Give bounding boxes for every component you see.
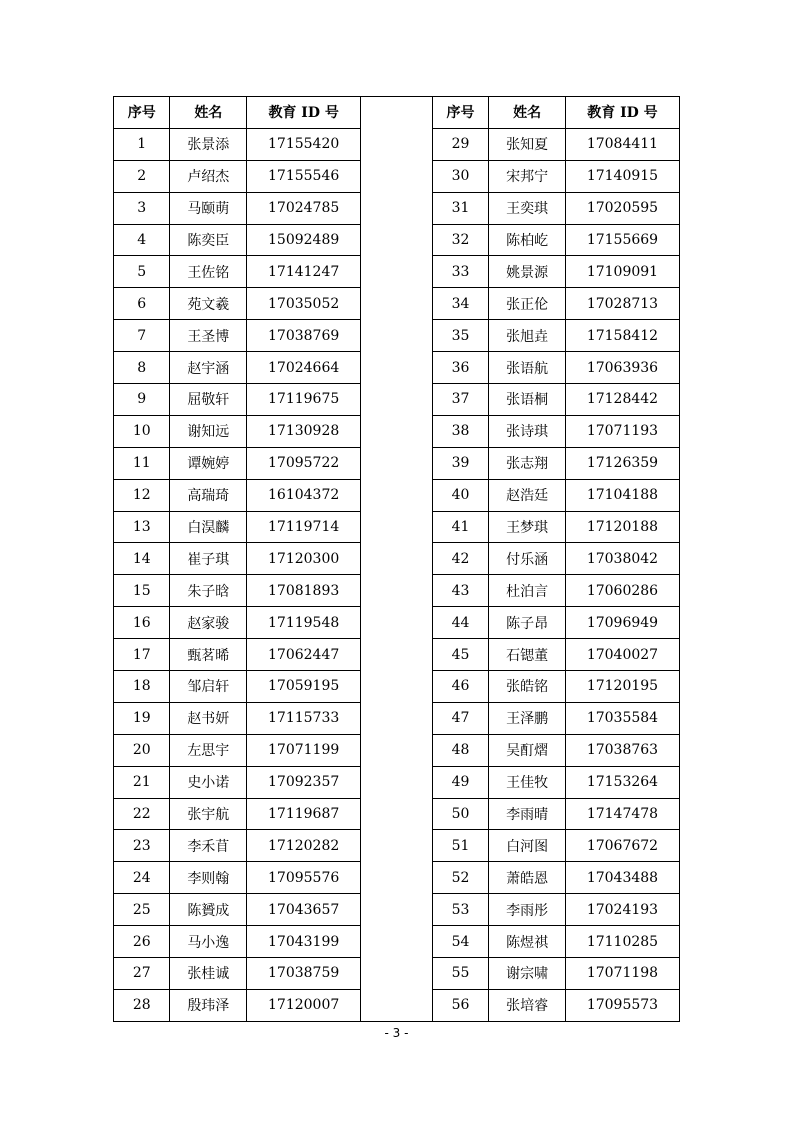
cell-index: 33	[432, 256, 488, 288]
cell-edu-id: 17038769	[247, 320, 361, 352]
cell-edu-id: 17119714	[247, 511, 361, 543]
cell-edu-id: 17104188	[565, 479, 679, 511]
table-row	[114, 798, 680, 830]
gap-cell	[361, 384, 433, 416]
cell-name: 李雨彤	[489, 894, 566, 926]
cell-index: 9	[114, 384, 170, 416]
cell-index: 42	[432, 543, 488, 575]
header-index: 序号	[114, 97, 170, 129]
gap-cell	[361, 989, 433, 1021]
table-row	[114, 479, 680, 511]
cell-name: 高瑞琦	[170, 479, 247, 511]
cell-index: 46	[432, 671, 488, 703]
gap-cell	[361, 639, 433, 671]
page-number: - 3 -	[384, 1026, 409, 1040]
cell-index: 29	[432, 128, 488, 160]
cell-name: 屈敬轩	[170, 384, 247, 416]
cell-name: 苑文羲	[170, 288, 247, 320]
cell-name: 白淏麟	[170, 511, 247, 543]
gap-cell	[361, 958, 433, 990]
gap-cell	[361, 192, 433, 224]
cell-edu-id: 17096949	[565, 607, 679, 639]
cell-edu-id: 17095722	[247, 447, 361, 479]
cell-edu-id: 17119687	[247, 798, 361, 830]
cell-name: 李则翰	[170, 862, 247, 894]
cell-name: 张桂诚	[170, 958, 247, 990]
cell-index: 13	[114, 511, 170, 543]
cell-edu-id: 17115733	[247, 702, 361, 734]
cell-name: 赵宇涵	[170, 352, 247, 384]
gap-cell	[361, 734, 433, 766]
table-row	[114, 288, 680, 320]
cell-name: 谭婉婷	[170, 447, 247, 479]
cell-edu-id: 15092489	[247, 224, 361, 256]
cell-index: 14	[114, 543, 170, 575]
cell-index: 5	[114, 256, 170, 288]
header-edu-id: 教育 ID 号	[565, 97, 679, 129]
table-row	[114, 384, 680, 416]
header-index: 序号	[432, 97, 488, 129]
cell-edu-id: 17095576	[247, 862, 361, 894]
gap-cell	[361, 224, 433, 256]
cell-index: 27	[114, 958, 170, 990]
cell-name: 白河图	[489, 830, 566, 862]
table-row	[114, 926, 680, 958]
cell-edu-id: 17155669	[565, 224, 679, 256]
cell-edu-id: 16104372	[247, 479, 361, 511]
cell-edu-id: 17120195	[565, 671, 679, 703]
gap-cell	[361, 607, 433, 639]
cell-name: 陈煜祺	[489, 926, 566, 958]
cell-name: 马颐萌	[170, 192, 247, 224]
table-row	[114, 128, 680, 160]
cell-edu-id: 17038759	[247, 958, 361, 990]
cell-index: 26	[114, 926, 170, 958]
gap-cell	[361, 575, 433, 607]
cell-name: 张培睿	[489, 989, 566, 1021]
cell-name: 张旭垚	[489, 320, 566, 352]
cell-name: 左思宇	[170, 734, 247, 766]
cell-name: 马小逸	[170, 926, 247, 958]
gap-cell	[361, 830, 433, 862]
roster-body	[114, 128, 680, 1021]
cell-name: 张景添	[170, 128, 247, 160]
cell-edu-id: 17130928	[247, 415, 361, 447]
cell-edu-id: 17043488	[565, 862, 679, 894]
cell-edu-id: 17024193	[565, 894, 679, 926]
cell-name: 付乐涵	[489, 543, 566, 575]
cell-name: 史小诺	[170, 766, 247, 798]
cell-index: 37	[432, 384, 488, 416]
cell-edu-id: 17043657	[247, 894, 361, 926]
cell-index: 34	[432, 288, 488, 320]
cell-edu-id: 17158412	[565, 320, 679, 352]
cell-edu-id: 17028713	[565, 288, 679, 320]
table-row	[114, 989, 680, 1021]
cell-name: 萧皓恩	[489, 862, 566, 894]
cell-index: 48	[432, 734, 488, 766]
cell-name: 张志翔	[489, 447, 566, 479]
gap-cell	[361, 543, 433, 575]
cell-name: 张语桐	[489, 384, 566, 416]
cell-index: 49	[432, 766, 488, 798]
cell-name: 张正伦	[489, 288, 566, 320]
cell-edu-id: 17071193	[565, 415, 679, 447]
cell-edu-id: 17063936	[565, 352, 679, 384]
cell-index: 36	[432, 352, 488, 384]
cell-name: 张宇航	[170, 798, 247, 830]
cell-edu-id: 17071198	[565, 958, 679, 990]
cell-index: 7	[114, 320, 170, 352]
table-row	[114, 352, 680, 384]
cell-index: 6	[114, 288, 170, 320]
cell-edu-id: 17141247	[247, 256, 361, 288]
gap-cell	[361, 352, 433, 384]
cell-edu-id: 17060286	[565, 575, 679, 607]
cell-name: 陈奕臣	[170, 224, 247, 256]
cell-edu-id: 17038042	[565, 543, 679, 575]
cell-edu-id: 17126359	[565, 447, 679, 479]
table-row	[114, 830, 680, 862]
cell-index: 1	[114, 128, 170, 160]
table-row	[114, 224, 680, 256]
cell-index: 50	[432, 798, 488, 830]
gap-cell	[361, 320, 433, 352]
table-row	[114, 958, 680, 990]
cell-index: 21	[114, 766, 170, 798]
cell-edu-id: 17081893	[247, 575, 361, 607]
cell-edu-id: 17140915	[565, 160, 679, 192]
cell-index: 19	[114, 702, 170, 734]
cell-index: 17	[114, 639, 170, 671]
cell-index: 30	[432, 160, 488, 192]
cell-index: 18	[114, 671, 170, 703]
cell-edu-id: 17024664	[247, 352, 361, 384]
cell-name: 石锶董	[489, 639, 566, 671]
table-row	[114, 415, 680, 447]
cell-name: 邹启轩	[170, 671, 247, 703]
cell-index: 31	[432, 192, 488, 224]
cell-index: 28	[114, 989, 170, 1021]
gap-cell	[361, 702, 433, 734]
cell-index: 52	[432, 862, 488, 894]
cell-index: 54	[432, 926, 488, 958]
table-row	[114, 702, 680, 734]
cell-index: 20	[114, 734, 170, 766]
gap-cell	[361, 288, 433, 320]
table-row	[114, 671, 680, 703]
cell-edu-id: 17095573	[565, 989, 679, 1021]
cell-name: 王奕琪	[489, 192, 566, 224]
cell-name: 姚景源	[489, 256, 566, 288]
cell-edu-id: 17035052	[247, 288, 361, 320]
student-roster-table	[113, 96, 680, 1022]
table-row	[114, 607, 680, 639]
table-row	[114, 160, 680, 192]
cell-edu-id: 17153264	[565, 766, 679, 798]
gap-cell	[361, 160, 433, 192]
header-edu-id: 教育 ID 号	[247, 97, 361, 129]
cell-index: 56	[432, 989, 488, 1021]
cell-index: 8	[114, 352, 170, 384]
header-name: 姓名	[489, 97, 566, 129]
cell-index: 51	[432, 830, 488, 862]
cell-index: 4	[114, 224, 170, 256]
cell-index: 41	[432, 511, 488, 543]
cell-edu-id: 17109091	[565, 256, 679, 288]
cell-edu-id: 17120300	[247, 543, 361, 575]
cell-index: 43	[432, 575, 488, 607]
cell-index: 23	[114, 830, 170, 862]
cell-name: 赵书妍	[170, 702, 247, 734]
cell-edu-id: 17120007	[247, 989, 361, 1021]
table-row	[114, 543, 680, 575]
cell-index: 53	[432, 894, 488, 926]
cell-name: 甄茗晞	[170, 639, 247, 671]
cell-name: 崔子琪	[170, 543, 247, 575]
cell-edu-id: 17119548	[247, 607, 361, 639]
table-row	[114, 894, 680, 926]
cell-index: 55	[432, 958, 488, 990]
gap-cell	[361, 511, 433, 543]
cell-name: 谢知远	[170, 415, 247, 447]
cell-edu-id: 17043199	[247, 926, 361, 958]
cell-name: 吴酊熠	[489, 734, 566, 766]
cell-edu-id: 17067672	[565, 830, 679, 862]
cell-index: 15	[114, 575, 170, 607]
cell-name: 张皓铭	[489, 671, 566, 703]
cell-name: 王梦琪	[489, 511, 566, 543]
cell-name: 卢绍杰	[170, 160, 247, 192]
gap-cell	[361, 798, 433, 830]
table-row	[114, 575, 680, 607]
cell-edu-id: 17110285	[565, 926, 679, 958]
cell-index: 32	[432, 224, 488, 256]
cell-index: 11	[114, 447, 170, 479]
table-row	[114, 447, 680, 479]
cell-index: 47	[432, 702, 488, 734]
cell-edu-id: 17128442	[565, 384, 679, 416]
cell-name: 杜泊言	[489, 575, 566, 607]
cell-edu-id: 17062447	[247, 639, 361, 671]
cell-name: 朱子晗	[170, 575, 247, 607]
cell-index: 2	[114, 160, 170, 192]
cell-index: 35	[432, 320, 488, 352]
gap-cell	[361, 97, 433, 129]
gap-cell	[361, 894, 433, 926]
cell-index: 39	[432, 447, 488, 479]
gap-cell	[361, 479, 433, 511]
cell-name: 陈柏屹	[489, 224, 566, 256]
table-row	[114, 734, 680, 766]
cell-edu-id: 17035584	[565, 702, 679, 734]
gap-cell	[361, 447, 433, 479]
cell-name: 谢宗啸	[489, 958, 566, 990]
cell-edu-id: 17084411	[565, 128, 679, 160]
cell-edu-id: 17147478	[565, 798, 679, 830]
cell-name: 王泽鹏	[489, 702, 566, 734]
header-name: 姓名	[170, 97, 247, 129]
cell-index: 22	[114, 798, 170, 830]
gap-cell	[361, 862, 433, 894]
cell-name: 张知夏	[489, 128, 566, 160]
cell-edu-id: 17155546	[247, 160, 361, 192]
header-row	[114, 97, 680, 129]
cell-name: 李禾苜	[170, 830, 247, 862]
cell-name: 李雨晴	[489, 798, 566, 830]
gap-cell	[361, 128, 433, 160]
cell-name: 宋邦宁	[489, 160, 566, 192]
cell-edu-id: 17120188	[565, 511, 679, 543]
cell-index: 40	[432, 479, 488, 511]
cell-edu-id: 17024785	[247, 192, 361, 224]
cell-index: 44	[432, 607, 488, 639]
gap-cell	[361, 415, 433, 447]
cell-edu-id: 17092357	[247, 766, 361, 798]
cell-name: 王圣博	[170, 320, 247, 352]
gap-cell	[361, 766, 433, 798]
cell-name: 赵浩廷	[489, 479, 566, 511]
cell-name: 陈子昂	[489, 607, 566, 639]
cell-index: 10	[114, 415, 170, 447]
cell-name: 张语航	[489, 352, 566, 384]
table-row	[114, 862, 680, 894]
table-row	[114, 766, 680, 798]
cell-edu-id: 17059195	[247, 671, 361, 703]
cell-name: 陈贇成	[170, 894, 247, 926]
cell-edu-id: 17071199	[247, 734, 361, 766]
cell-index: 25	[114, 894, 170, 926]
cell-edu-id: 17040027	[565, 639, 679, 671]
cell-index: 24	[114, 862, 170, 894]
table-row	[114, 511, 680, 543]
cell-name: 殷玮泽	[170, 989, 247, 1021]
cell-name: 张诗琪	[489, 415, 566, 447]
cell-name: 王佳牧	[489, 766, 566, 798]
cell-edu-id: 17038763	[565, 734, 679, 766]
cell-index: 16	[114, 607, 170, 639]
gap-cell	[361, 671, 433, 703]
cell-index: 12	[114, 479, 170, 511]
table-row	[114, 320, 680, 352]
cell-index: 3	[114, 192, 170, 224]
table-row	[114, 192, 680, 224]
table-row	[114, 256, 680, 288]
cell-edu-id: 17020595	[565, 192, 679, 224]
cell-name: 赵家骏	[170, 607, 247, 639]
gap-cell	[361, 926, 433, 958]
cell-index: 38	[432, 415, 488, 447]
cell-index: 45	[432, 639, 488, 671]
gap-cell	[361, 256, 433, 288]
cell-edu-id: 17119675	[247, 384, 361, 416]
cell-edu-id: 17120282	[247, 830, 361, 862]
cell-name: 王佐铭	[170, 256, 247, 288]
cell-edu-id: 17155420	[247, 128, 361, 160]
table-row	[114, 639, 680, 671]
